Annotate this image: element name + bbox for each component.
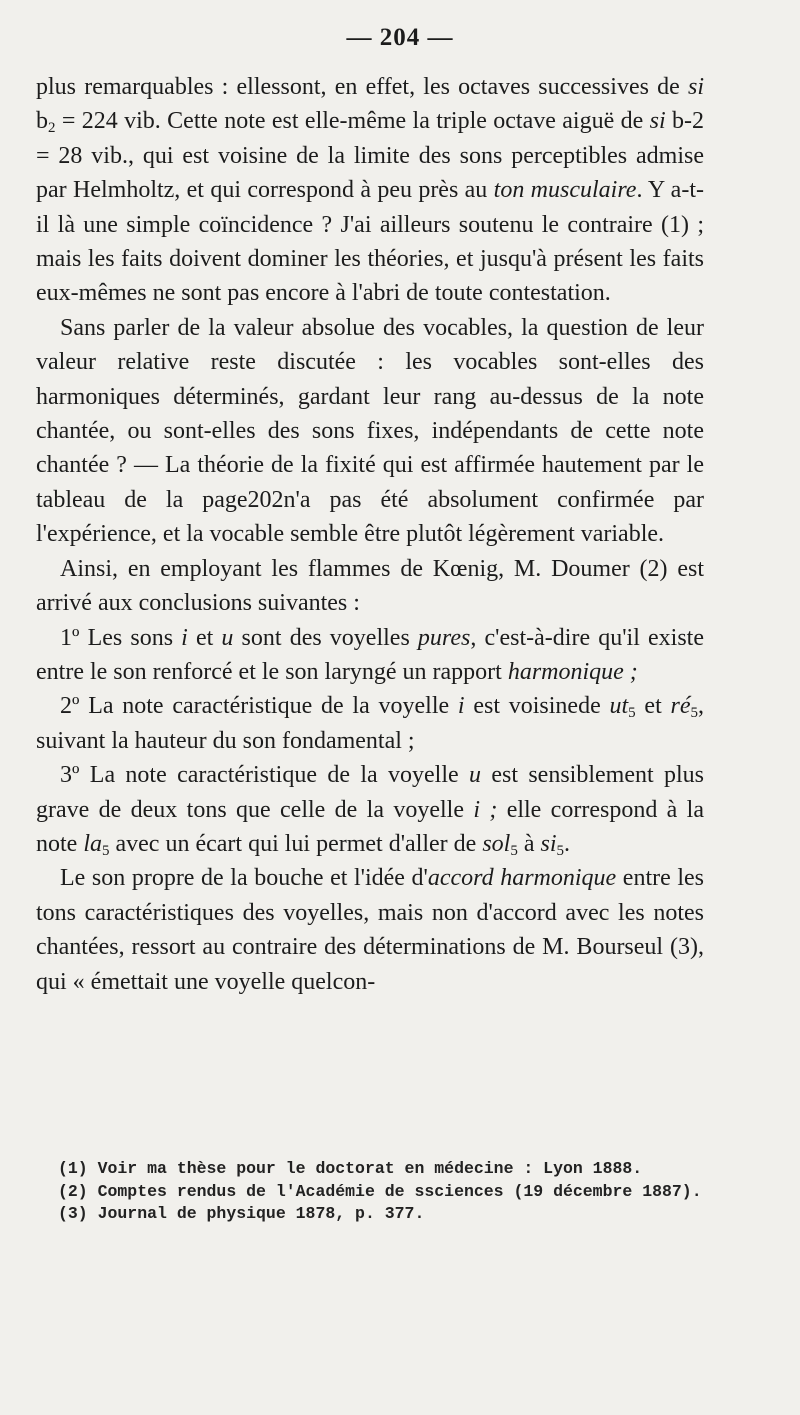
footnotes: [58, 1158, 738, 1226]
text-run: Sans parler de la valeur absolue des vocables, la question de leur valeur relative reste discutée : les vocables sont-elles des harmoniques déterminés, gardant leur rang au-dessus de la note chantée, ou sont-elles des sons fixes, indépendants de cette note chantée ? — La théorie de la fixité qui est affirmée hautement par le tableau de la page202n'a pas été absolument confirmée par l'expérience, et la vocable semble être plutôt légèrement variable.: [36, 314, 704, 548]
text-run: sont des voyelles: [233, 624, 418, 651]
text-run: plus remarquables : ellessont, en effet, les octaves successives de: [36, 74, 688, 100]
italic-run: i ;: [473, 796, 498, 823]
text-run: 1º Les sons: [60, 624, 182, 651]
page-number: — 204 —: [346, 24, 454, 51]
subscript: 2: [48, 120, 56, 137]
italic-run: accord harmonique: [427, 865, 617, 892]
italic-run: u: [468, 762, 481, 789]
italic-run: harmonique ;: [507, 658, 638, 685]
text-run: entre les tons caractéristiques des voyelles, mais non d'accord avec les notes chantées, ressort au contraire des déterminations de M. Bourseul (3), qui « émettait une voyelle quelcon-: [36, 865, 704, 995]
text-run: Le son propre de la bouche et l'idée d': [60, 865, 428, 892]
text-run: Ainsi, en employant les flammes de Kœnig, M. Doumer (2) est arrivé aux conclusions suivantes :: [36, 555, 704, 617]
footnote: (2) Comptes rendus de l'Académie de ssciences (19 décembre 1887).: [58, 1181, 702, 1201]
italic-run: si: [687, 74, 704, 100]
text-run: b-2 = 28 vib., qui est voisine de la limite des sons perceptibles admise par Helmholtz, et qui correspond à peu près au: [36, 108, 705, 204]
paragraph: [36, 70, 704, 311]
subscript: 5: [556, 842, 565, 859]
paragraph: [36, 552, 704, 621]
text-run: b: [36, 108, 48, 135]
text-run: elle correspond à la note: [36, 796, 704, 857]
italic-run: si: [649, 108, 666, 135]
paragraph: [36, 758, 704, 861]
text-run: .: [564, 830, 571, 857]
text-run: = 224 vib. Cette note est elle-même la triple octave aiguë de: [55, 108, 650, 135]
italic-run: ton musculaire: [493, 177, 637, 204]
italic-run: ré: [670, 693, 691, 720]
paragraph: [36, 861, 704, 999]
italic-run: i: [457, 693, 465, 720]
footnote: (3) Journal de physique 1878, p. 377.: [58, 1204, 425, 1223]
text-run: 3º La note caractéristique de la voyelle: [60, 762, 469, 789]
text-run: avec un écart qui lui permet d'aller de: [109, 830, 483, 857]
subscript: 5: [510, 842, 518, 859]
subscript: 5: [102, 842, 110, 859]
text-run: , suivant la hauteur du son fondamental ;: [36, 693, 705, 754]
paragraph: [36, 621, 704, 690]
italic-run: i: [181, 624, 188, 651]
text-run: 2º La note caractéristique de la voyelle: [60, 693, 458, 720]
italic-run: la: [83, 830, 102, 857]
italic-run: ut: [609, 693, 629, 720]
italic-run: sol: [482, 830, 511, 857]
subscript: 5: [628, 705, 636, 722]
italic-run: si: [540, 830, 557, 857]
text-run: . Y a-t-il là une simple coïncidence ? J'ai ailleurs soutenu le contraire (1) ; mais les faits doivent dominer les théories, et jusqu'à présent les faits eux-mêmes ne sont pas encore à l'abri de toute contestation.: [36, 177, 704, 307]
italic-run: u: [221, 624, 234, 651]
italic-run: pures: [417, 624, 471, 651]
text-run: à: [517, 830, 541, 857]
subscript: 5: [690, 705, 699, 722]
text-run: , c'est-à-dire qu'il existe entre le son renforcé et le son laryngé un rapport: [36, 624, 704, 685]
text-run: est sensiblement plus grave de deux tons que celle de la voyelle: [36, 762, 704, 823]
text-run: et: [187, 624, 222, 651]
paragraph: [36, 311, 704, 552]
footnote: (1) Voir ma thèse pour le doctorat en médecine : Lyon 1888.: [58, 1159, 643, 1178]
text-run: est voisinede: [464, 693, 610, 720]
text-run: et: [635, 693, 671, 720]
body-text: [36, 70, 704, 999]
paragraph: [36, 689, 704, 758]
